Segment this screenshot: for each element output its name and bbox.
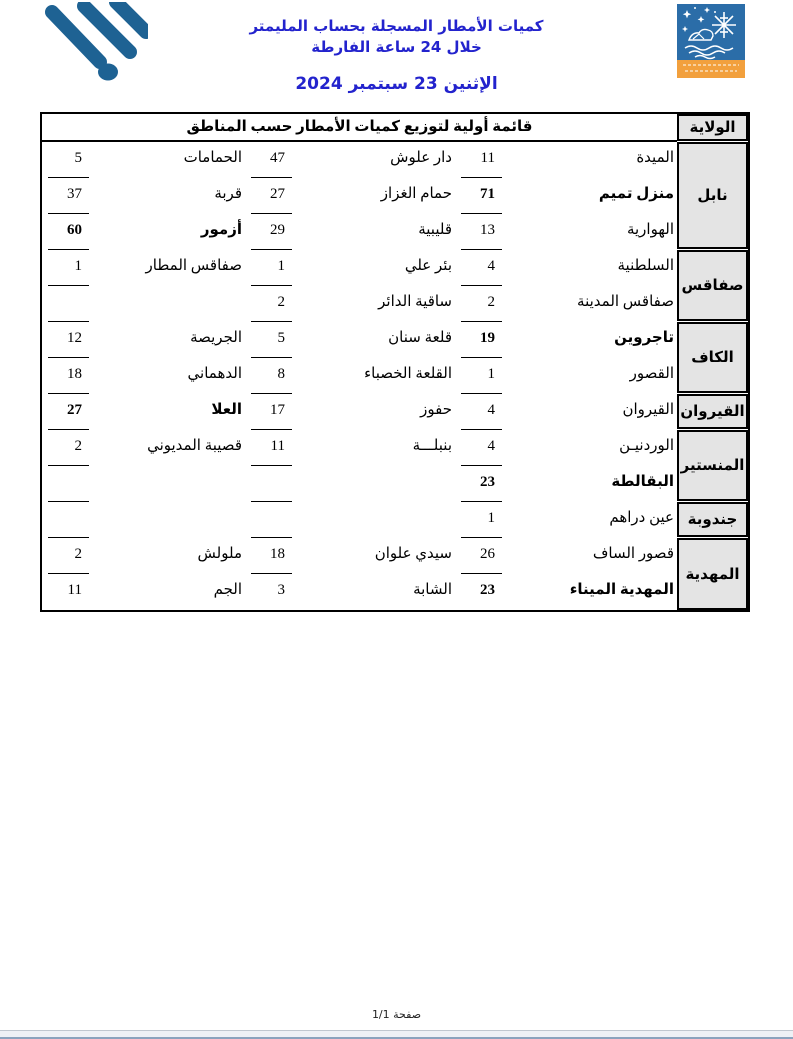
table-row: [42, 322, 677, 358]
wilaya-column-header: الولاية: [677, 114, 748, 141]
region-name-cell: العلا: [92, 394, 245, 430]
region-name-cell: الحمامات: [183, 150, 242, 166]
table-row: [42, 430, 677, 466]
region-name-cell: القلعة الخصباء: [295, 358, 455, 394]
rain-value-cell: 71: [455, 178, 505, 214]
page-number: صفحة 1/1: [371, 1008, 422, 1021]
region-name-cell: السلطنية: [505, 250, 677, 286]
region-name-cell: أزمور: [92, 214, 245, 250]
region-name-cell: ملولش: [92, 538, 245, 574]
region-name-cell: [92, 286, 245, 322]
rain-value-cell: 2: [245, 286, 295, 322]
rain-value-cell: 11: [42, 574, 92, 610]
wilaya-cell: صفاقس: [677, 250, 748, 321]
rain-value-cell: 27: [245, 178, 295, 214]
table-row: [42, 394, 677, 430]
rain-value-cell: 37: [42, 178, 92, 214]
rain-value-cell: [42, 466, 92, 502]
report-title-line2: خلال 24 ساعة الفارطة: [311, 38, 482, 56]
region-name-cell: الجم: [92, 574, 245, 610]
region-name-cell: القصور: [505, 358, 677, 394]
region-name-cell: قليبية: [295, 214, 455, 250]
region-name-cell: حفوز: [295, 394, 455, 430]
table-row: [42, 358, 677, 394]
region-name-cell: الجريصة: [92, 322, 245, 358]
region-name-cell: [92, 502, 245, 538]
rain-value-cell: 29: [245, 214, 295, 250]
region-name-cell: تاجروين: [505, 322, 677, 358]
region-name-cell: منزل تميم: [505, 178, 677, 214]
rain-value-cell: 4: [455, 430, 505, 466]
rain-value-cell: 23: [455, 574, 505, 610]
rain-value-cell: 12: [42, 322, 92, 358]
table-row: [42, 142, 677, 178]
rain-value-cell: 1: [245, 250, 295, 286]
region-name-cell: الهوارية: [505, 214, 677, 250]
region-name-cell: البقالطة: [505, 466, 677, 502]
wilaya-cell: جندوبة: [677, 502, 748, 537]
region-name-cell: قصيبة المديوني: [92, 430, 245, 466]
rain-value-cell: 1: [42, 250, 92, 286]
rain-value-cell: 18: [245, 538, 295, 574]
table-row: [42, 214, 677, 250]
rain-value-cell: 60: [42, 214, 92, 250]
rain-value-cell: 26: [455, 538, 505, 574]
rain-value-cell: 5: [74, 150, 82, 166]
region-name-cell: الميدة: [636, 150, 674, 166]
rain-value-cell: [245, 466, 295, 502]
wilaya-column: [677, 114, 748, 610]
region-name-cell: الدهماني: [92, 358, 245, 394]
wilaya-cell: الكاف: [677, 322, 748, 393]
rain-value-cell: 47: [270, 150, 285, 166]
rain-value-cell: 2: [455, 286, 505, 322]
rain-value-cell: 11: [480, 150, 495, 166]
region-name-cell: [92, 466, 245, 502]
wilaya-cell: القيروان: [677, 394, 748, 429]
table-row: [42, 466, 677, 502]
region-name-cell: الشابة: [295, 574, 455, 610]
rain-value-cell: 4: [455, 394, 505, 430]
table-row: [42, 574, 677, 610]
rain-value-cell: 1: [455, 358, 505, 394]
region-name-cell: المهدية الميناء: [505, 574, 677, 610]
report-title-line1: كميات الأمطار المسجلة بحساب المليمتر: [249, 17, 544, 35]
wilaya-cell: نابل: [677, 142, 748, 249]
rain-value-cell: [245, 502, 295, 538]
inm-logo-icon: [677, 4, 745, 78]
wilaya-cell: المنستير: [677, 430, 748, 501]
table-row: [42, 178, 677, 214]
rain-value-cell: 2: [42, 430, 92, 466]
region-name-cell: قربة: [92, 178, 245, 214]
rain-value-cell: 23: [455, 466, 505, 502]
rain-value-cell: 18: [42, 358, 92, 394]
report-date: الإثنين 23 سبتمبر 2024: [295, 74, 498, 94]
table-data-column: [42, 114, 677, 610]
region-name-cell: صفاقس المطار: [92, 250, 245, 286]
inm-logo: [677, 4, 745, 78]
region-name-cell: الوردنيـن: [505, 430, 677, 466]
rainfall-table: [40, 112, 750, 612]
rain-value-cell: 17: [245, 394, 295, 430]
region-name-cell: بئر علي: [295, 250, 455, 286]
rain-value-cell: 19: [455, 322, 505, 358]
region-name-cell: بنبلـــة: [295, 430, 455, 466]
region-name-cell: قلعة سنان: [295, 322, 455, 358]
rain-value-cell: [42, 502, 92, 538]
region-name-cell: ساقية الدائر: [295, 286, 455, 322]
region-name-cell: سيدي علوان: [295, 538, 455, 574]
rain-value-cell: 8: [245, 358, 295, 394]
table-row: [42, 502, 677, 538]
region-name-cell: صفاقس المدينة: [505, 286, 677, 322]
window-bottom-edge: [0, 1030, 793, 1039]
rain-value-cell: 27: [42, 394, 92, 430]
region-name-cell: [295, 502, 455, 538]
wilaya-cell: المهدية: [677, 538, 748, 610]
table-row: [42, 250, 677, 286]
rain-value-cell: 3: [245, 574, 295, 610]
region-name-cell: حمام الغزاز: [295, 178, 455, 214]
rain-value-cell: 1: [455, 502, 505, 538]
table-row: [42, 538, 677, 574]
table-row: [42, 286, 677, 322]
region-name-cell: دار علوش: [390, 150, 452, 166]
region-name-cell: [295, 466, 455, 502]
rain-value-cell: [42, 286, 92, 322]
region-name-cell: قصور الساف: [505, 538, 677, 574]
region-name-cell: عين دراهم: [505, 502, 677, 538]
rain-value-cell: 13: [455, 214, 505, 250]
rain-value-cell: 11: [245, 430, 295, 466]
rain-value-cell: 4: [455, 250, 505, 286]
table-main-header: قائمة أولية لتوزيع كميات الأمطار حسب المناطق: [42, 114, 677, 142]
rain-value-cell: 2: [42, 538, 92, 574]
rain-value-cell: 5: [245, 322, 295, 358]
report-title-block: [0, 16, 793, 94]
region-name-cell: القيروان: [505, 394, 677, 430]
